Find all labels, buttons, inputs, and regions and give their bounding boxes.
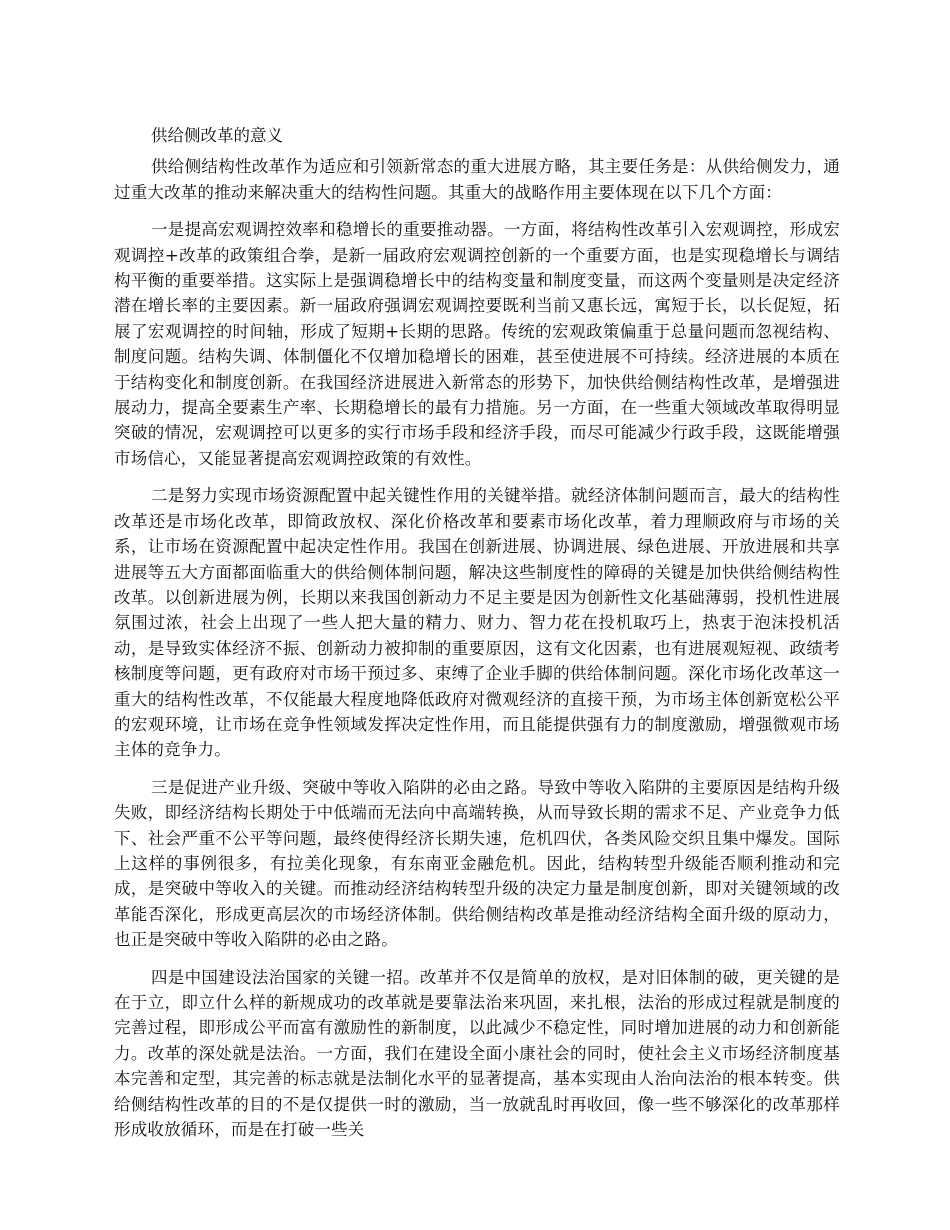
document-title: 供给侧改革的意义 [151,126,283,145]
paragraph-point-one: 一是提高宏观调控效率和稳增长的重要推动器。一方面，将结构性改革引入宏观调控，形成宏观调控+改革的政策组合拳，是新一届政府宏观调控创新的一个重要方面，也是实现稳增长与调结构平衡的重要举措。这实际上是强调稳增长中的结构变量和制度变量，而这两个变量则是决定经济潜在增长率的主要因素。新一届政府强调宏观调控要既利当前又惠长远，寓短于长，以长促短，拓展了宏观调控的时间轴，形成了短期+长期的思路。传统的宏观政策偏重于总量问题而忽视结构、制度问题。结构失调、体制僵化不仅增加稳增长的困难，甚至使进展不可持续。经济进展的本质在于结构变化和制度创新。在我国经济进展进入新常态的形势下，加快供给侧结构性改革，是增强进展动力，提高全要素生产率、长期稳增长的最有力措施。另一方面，在一些重大领域改革取得明显突破的情况，宏观调控可以更多的实行市场手段和经济手段，而尽可能减少行政手段，这既能增强市场信心，又能显著提高宏观调控政策的有效性。 [114,220,840,468]
paragraph-point-three: 三是促进产业升级、突破中等收入陷阱的必由之路。导致中等收入陷阱的主要原因是结构升级失败，即经济结构长期处于中低端而无法向中高端转换，从而导致长期的需求不足、产业竞争力低下、社会严重不公平等问题，最终使得经济长期失速，危机四伏，各类风险交织且集中爆发。国际上这样的事例很多，有拉美化现象，有东南亚金融危机。因此，结构转型升级能否顺利推动和完成，是突破中等收入的关键。而推动经济结构转型升级的决定力量是制度创新，即对关键领域的改革能否深化，形成更高层次的市场经济体制。供给侧结构改革是推动经济结构全面升级的原动力，也正是突破中等收入陷阱的必由之路。 [114,777,840,950]
paragraph-intro: 供给侧结构性改革作为适应和引领新常态的重大进展方略，其主要任务是：从供给侧发力，通过重大改革的推动来解决重大的结构性问题。其重大的战略作用主要体现在以下几个方面： [114,157,840,202]
document-page [114,123,840,1154]
paragraph-point-four: 四是中国建设法治国家的关键一招。改革并不仅是简单的放权，是对旧体制的破，更关键的是在于立，即立什么样的新规成功的改革就是要靠法治来巩固，来扎根，法治的形成过程就是制度的完善过程，即形成公平而富有激励性的新制度，以此减少不稳定性，同时增加进展的动力和创新能力。改革的深处就是法治。一方面，我们在建设全面小康社会的同时，使社会主义市场经济制度基本完善和定型，其完善的标志就是法制化水平的显著提高，基本实现由人治向法治的根本转变。供给侧结构性改革的目的不是仅提供一时的激励，当一放就乱时再收回，像一些不够深化的改革那样形成收放循环，而是在打破一些关 [114,967,840,1140]
paragraph-point-two: 二是努力实现市场资源配置中起关键性作用的关键举措。就经济体制问题而言，最大的结构性改革还是市场化改革，即简政放权、深化价格改革和要素市场化改革，着力理顺政府与市场的关系，让市场在资源配置中起决定性作用。我国在创新进展、协调进展、绿色进展、开放进展和共享进展等五大方面都面临重大的供给侧体制问题，解决这些制度性的障碍的关键是加快供给侧结构性改革。以创新进展为例，长期以来我国创新动力不足主要是因为创新性文化基础薄弱，投机性进展氛围过浓，社会上出现了一些人把大量的精力、财力、智力花在投机取巧上，热衷于泡沫投机活动，是导致实体经济不振、创新动力被抑制的重要原因，这有文化因素，也有进展观短视、政绩考核制度等问题，更有政府对市场干预过多、束缚了企业手脚的供给体制问题。深化市场化改革这一重大的结构性改革，不仅能最大程度地降低政府对微观经济的直接干预，为市场主体创新宽松公平的宏观环境，让市场在竞争性领域发挥决定性作用，而且能提供强有力的制度激励，增强微观市场主体的竞争力。 [114,486,840,760]
